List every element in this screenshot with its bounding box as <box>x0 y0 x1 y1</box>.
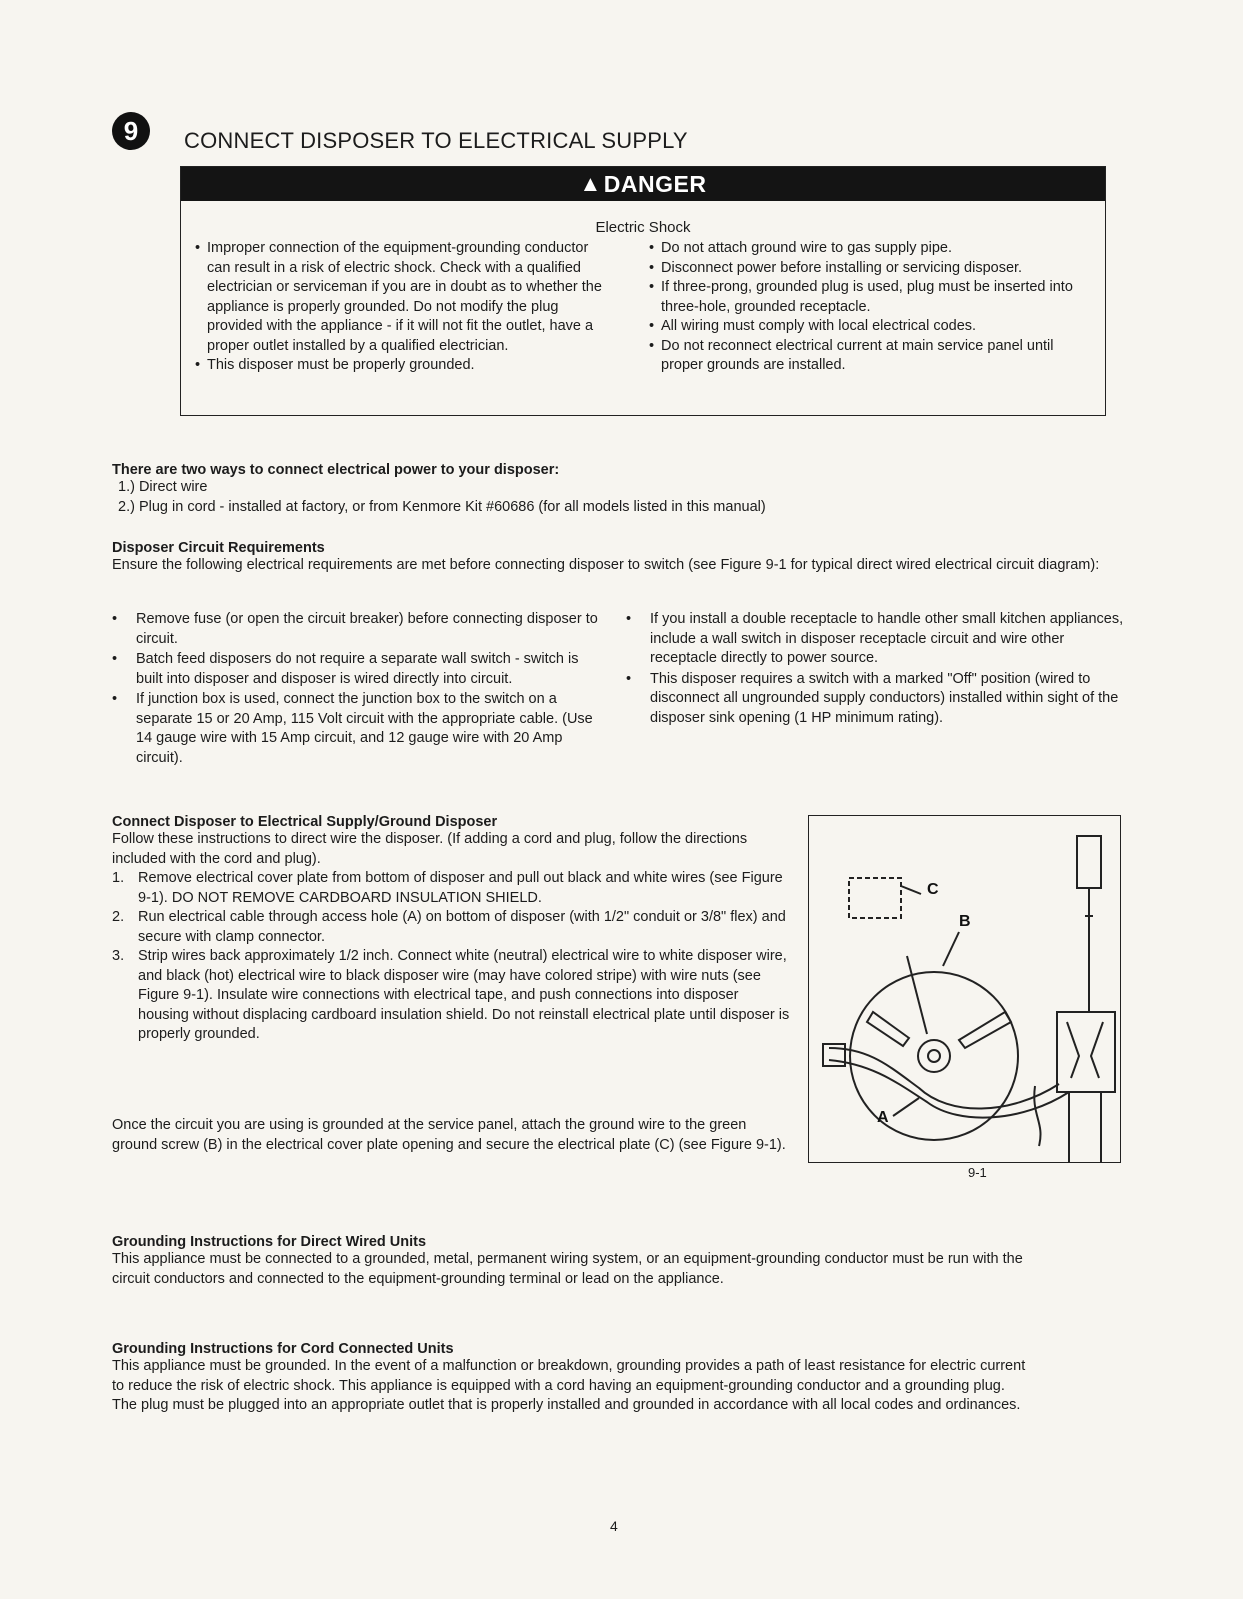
grounding-direct-text: This appliance must be connected to a grounded, metal, permanent wiring system, or an equipment-grounding conductor must be run with the circuit conductors and connected to the equipment-grounding terminal or lead on the appliance. <box>112 1251 1023 1287</box>
grounding-direct-section <box>112 1234 1032 1289</box>
danger-item: • Improper connection of the equipment-grounding conductor can result in a risk of electric shock. Check with a qualified electrician or serviceman if you are in doubt as to whether the appliance is properly grounded. Do not modify the plug provided with the appliance - if it will not fit the outlet, have a proper outlet installed by a qualified electrician. <box>195 239 615 356</box>
requirements-left-list <box>112 610 602 769</box>
method-item: 1.) Direct wire <box>118 479 208 495</box>
danger-subtitle: Electric Shock <box>595 219 691 236</box>
step-number-badge: 9 <box>112 112 150 150</box>
danger-left-list <box>195 239 615 376</box>
step-text: Strip wires back approximately 1/2 inch. Connect white (neutral) electrical wire to white disposer wire, and black (hot) electrical wire to black disposer wire (may have colored stripe) with wire nuts (see Figure 9-1). Insulate wire connections with electrical tape, and push connections into disposer housing without displacing cardboard insulation shield. Do not reinstall electrical plate until disposer is properly grounded. <box>138 948 790 1042</box>
danger-item: • Disconnect power before installing or servicing disposer. <box>649 259 1089 279</box>
requirement-item: • This disposer requires a switch with a marked "Off" position (wired to disconnect all ungrounded supply conductors) installed within sight of the disposer sink opening (1 HP minimum rating). <box>626 670 1126 729</box>
step-num: 2. <box>112 909 125 925</box>
figure-caption: 9-1 <box>968 1165 987 1180</box>
connect-step <box>112 947 792 1045</box>
grounding-cord-heading: Grounding Instructions for Cord Connected Units <box>112 1341 454 1357</box>
page-number: 4 <box>610 1518 618 1534</box>
requirement-item: • Remove fuse (or open the circuit breaker) before connecting disposer to circuit. <box>112 610 602 649</box>
connect-step <box>112 908 792 947</box>
label-a: A <box>877 1109 889 1126</box>
warning-triangle-icon: ▲ <box>579 171 602 196</box>
danger-item: • All wiring must comply with local electrical codes. <box>649 317 1089 337</box>
connect-steps <box>112 869 792 1045</box>
circuit-requirements-intro: Ensure the following electrical requirements are met before connecting disposer to switch (see Figure 9-1 for typical direct wired electrical circuit diagram): <box>112 557 1100 573</box>
danger-right-list <box>649 239 1089 376</box>
grounding-cord-section <box>112 1341 1032 1416</box>
step-text: Run electrical cable through access hole (A) on bottom of disposer (with 1/2" conduit or 3/8" flex) and secure with clamp connector. <box>138 909 786 945</box>
requirement-item: • If junction box is used, connect the junction box to the switch on a separate 15 or 20 Amp, 115 Volt circuit with the appropriate cable. (Use 14 gauge wire with 15 Amp circuit, and 12 gauge wire with 20 Amp circuit). <box>112 690 602 768</box>
danger-item: • This disposer must be properly grounded. <box>195 356 615 376</box>
requirement-item: • If you install a double receptacle to handle other small kitchen appliances, include a wall switch in disposer receptacle circuit and wire other receptacle directly to power source. <box>626 610 1126 669</box>
label-c: C <box>927 881 939 898</box>
connect-intro: Follow these instructions to direct wire the disposer. (If adding a cord and plug, follow the directions included with the cord and plug). <box>112 831 748 867</box>
wiring-diagram-illustration <box>809 816 1120 1162</box>
connect-step <box>112 869 792 908</box>
page-title: CONNECT DISPOSER TO ELECTRICAL SUPPLY <box>184 128 688 153</box>
circuit-requirements-heading: Disposer Circuit Requirements <box>112 540 325 556</box>
danger-item: • If three-prong, grounded plug is used, plug must be inserted into three-hole, grounded receptacle. <box>649 278 1089 317</box>
step-text: Remove electrical cover plate from bottom of disposer and pull out black and white wires (see Figure 9-1). DO NOT REMOVE CARDBOARD INSULATION SHIELD. <box>138 870 783 906</box>
connect-instructions <box>112 814 792 1045</box>
danger-label: DANGER <box>603 170 707 197</box>
danger-banner <box>181 167 1105 201</box>
connection-methods-heading: There are two ways to connect electrical power to your disposer: <box>112 462 560 478</box>
wiring-diagram-figure <box>808 815 1121 1163</box>
label-b: B <box>959 913 971 930</box>
requirements-right-list <box>626 610 1126 729</box>
connection-methods <box>112 462 1112 517</box>
danger-item: • Do not attach ground wire to gas supply pipe. <box>649 239 1089 259</box>
step-num: 3. <box>112 948 125 964</box>
method-item: 2.) Plug in cord - installed at factory, or from Kenmore Kit #60686 (for all models listed in this manual) <box>118 498 766 515</box>
danger-item: • Do not reconnect electrical current at main service panel until proper grounds are installed. <box>649 337 1089 376</box>
grounding-cord-text: This appliance must be grounded. In the event of a malfunction or breakdown, grounding provides a path of least resistance for electric current to reduce the risk of electric shock. This appliance is equipped with a cord having an equipment-grounding conductor and a grounding plug. The plug must be plugged into an appropriate outlet that is properly installed and grounded in accordance with all local codes and ordinances. <box>112 1358 1026 1413</box>
grounding-direct-heading: Grounding Instructions for Direct Wired Units <box>112 1234 427 1250</box>
danger-warning-box <box>180 166 1106 416</box>
requirement-item: • Batch feed disposers do not require a separate wall switch - switch is built into disposer and disposer is wired directly into circuit. <box>112 650 602 689</box>
circuit-requirements <box>112 540 1112 576</box>
ground-screw-paragraph: Once the circuit you are using is grounded at the service panel, attach the ground wire to the green ground screw (B) in the electrical cover plate opening and secure the electrical plate (C) (see Figure 9-1). <box>112 1117 786 1153</box>
step-num: 1. <box>112 870 125 886</box>
connect-heading: Connect Disposer to Electrical Supply/Ground Disposer <box>112 814 498 830</box>
